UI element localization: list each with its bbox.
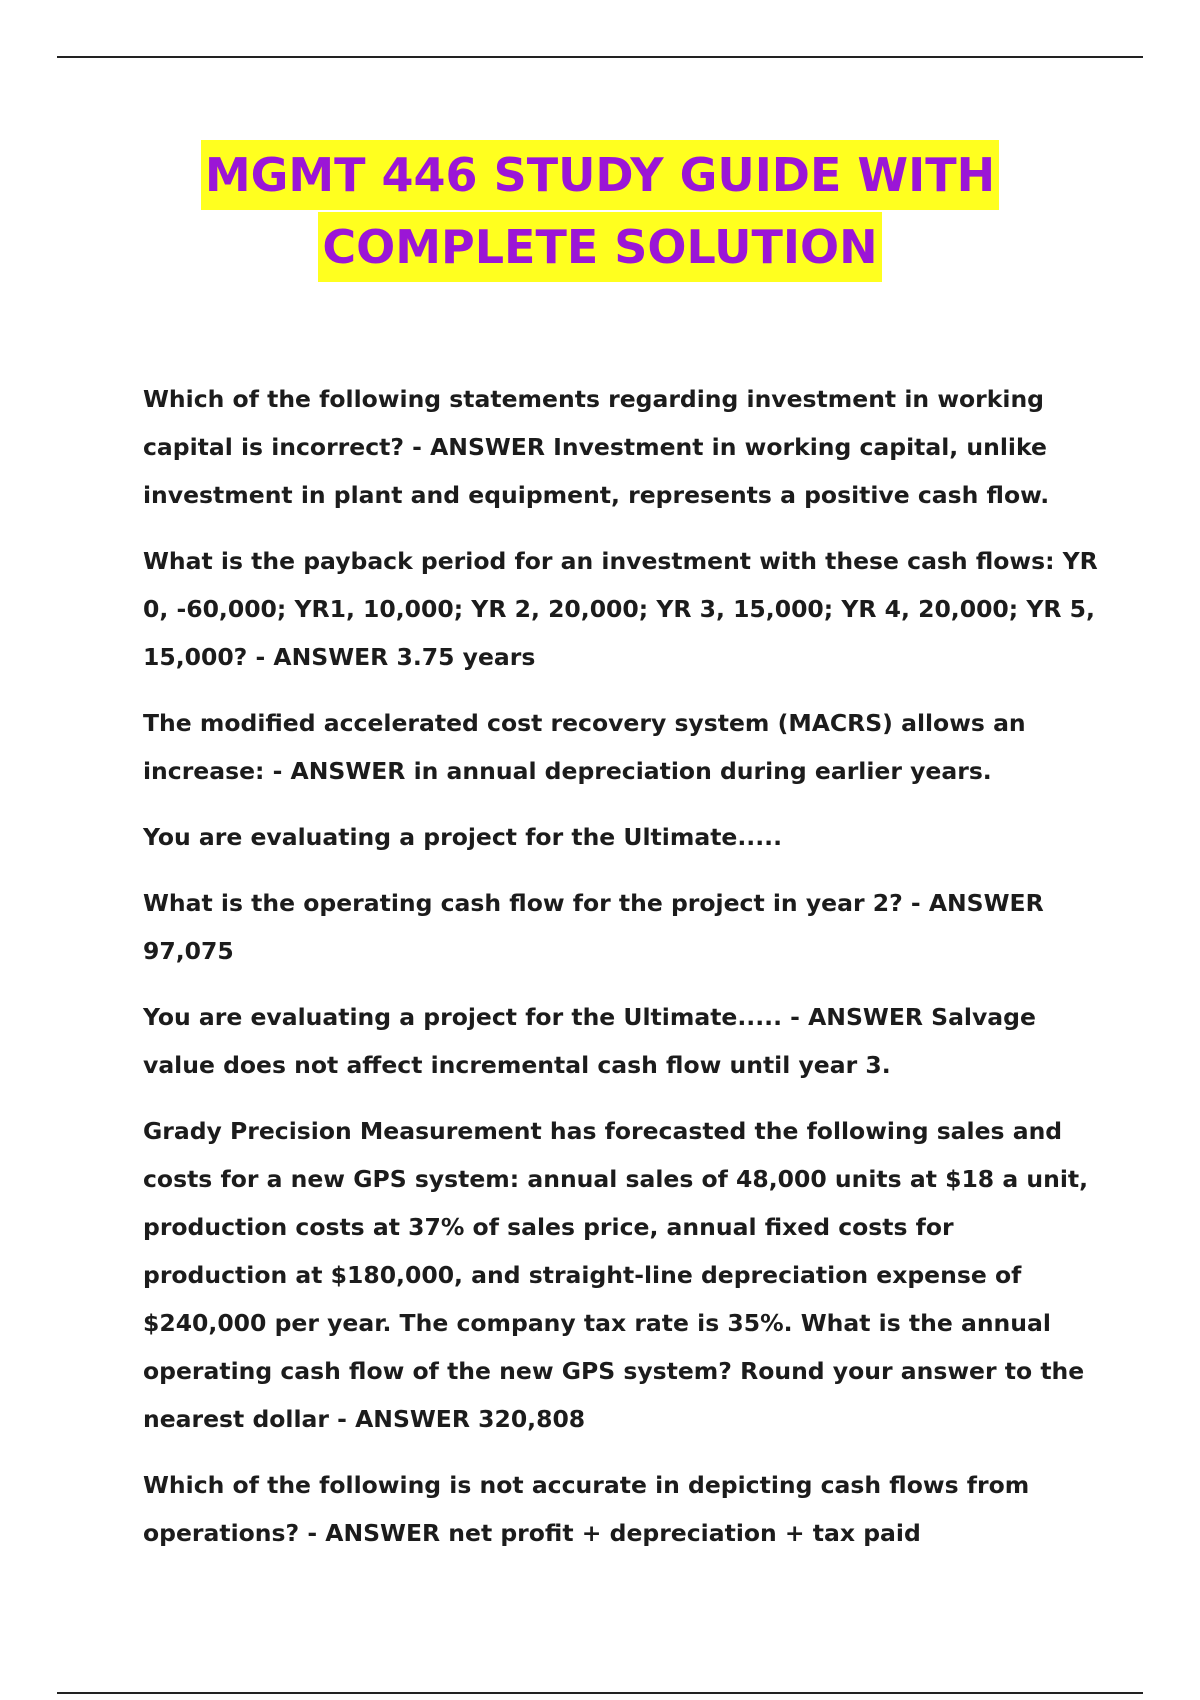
title-line-1: MGMT 446 STUDY GUIDE WITH — [201, 140, 999, 210]
qa-item: The modified accelerated cost recovery system (MACRS) allows an increase: - ANSWER in annual depreciation during earlier years. — [143, 709, 1026, 785]
bottom-rule — [57, 1692, 1143, 1694]
qa-item: Which of the following statements regarding investment in working capital is incorrect? - ANSWER Investment in working capital, unlike investment in plant and equipment, represents a positive cash flow. — [143, 385, 1050, 509]
qa-item: What is the payback period for an investment with these cash flows: YR 0, -60,000; YR1, 10,000; YR 2, 20,000; YR 3, 15,000; YR 4, 20,000; YR 5, 15,000? - ANSWER 3.75 years — [143, 547, 1098, 671]
document-title — [0, 140, 1200, 282]
qa-item: You are evaluating a project for the Ultimate..... - ANSWER Salvage value does not affect incremental cash flow until year 3. — [143, 1003, 1036, 1079]
qa-item: You are evaluating a project for the Ultimate..... — [143, 823, 782, 851]
title-line-2: COMPLETE SOLUTION — [318, 212, 881, 282]
qa-item: What is the operating cash flow for the project in year 2? - ANSWER 97,075 — [143, 889, 1044, 965]
top-rule — [57, 56, 1143, 58]
qa-item: Grady Precision Measurement has forecasted the following sales and costs for a new GPS system: annual sales of 48,000 units at $18 a unit, production costs at 37% of sales price, annual fixed costs for production at $180,000, and straight-line depreciation expense of $240,000 per year. The company tax rate is 35%. What is the annual operating cash flow of the new GPS system? Round your answer to the nearest dollar - ANSWER 320,808 — [143, 1117, 1089, 1433]
qa-list — [143, 375, 1103, 1575]
qa-item: Which of the following is not accurate in depicting cash flows from operations? - ANSWER net profit + depreciation + tax paid — [143, 1471, 1030, 1547]
